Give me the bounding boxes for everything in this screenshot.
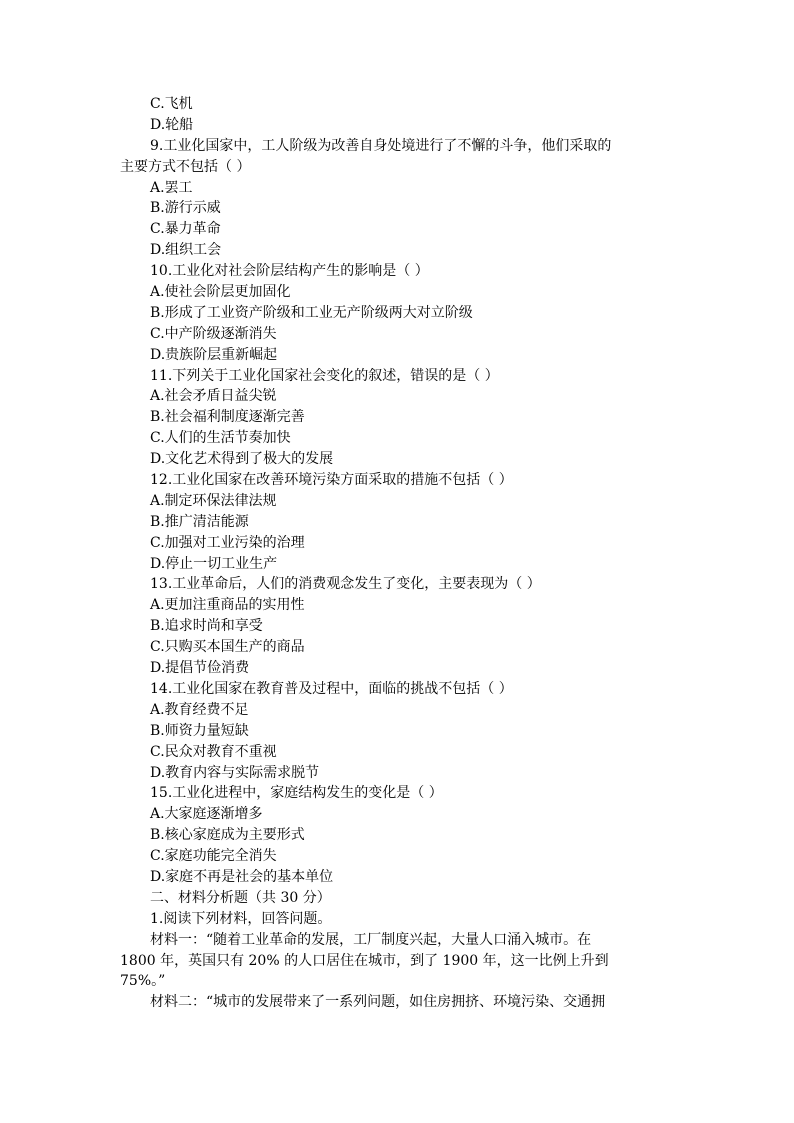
answer-option: C.暴力革命	[150, 221, 221, 238]
answer-option: B.形成了工业资产阶级和工业无产阶级两大对立阶级	[150, 304, 473, 321]
answer-option: D.文化艺术得到了极大的发展	[150, 451, 334, 468]
answer-option: C.家庭功能完全消失	[150, 848, 277, 865]
answer-option: A.教育经费不足	[150, 701, 249, 718]
answer-option: D.轮船	[150, 116, 194, 133]
answer-option: D.家庭不再是社会的基本单位	[150, 868, 334, 885]
answer-option: C.加强对工业污染的治理	[150, 534, 305, 551]
answer-option: D.教育内容与实际需求脱节	[150, 764, 320, 781]
question-line: 1.阅读下列材料，回答问题。	[150, 910, 332, 927]
question-line: 14.工业化国家在教育普及过程中，面临的挑战不包括（ ）	[150, 680, 513, 697]
answer-option: B.核心家庭成为主要形式	[150, 827, 305, 844]
document-body	[120, 94, 676, 1013]
question-line: 10.工业化对社会阶层结构产生的影响是（ ）	[150, 263, 429, 280]
question-line: 13.工业革命后，人们的消费观念发生了变化，主要表现为（ ）	[150, 576, 541, 593]
answer-option: A.社会矛盾日益尖锐	[150, 388, 277, 405]
answer-option: C.民众对教育不重视	[150, 743, 277, 760]
continuation-line: 主要方式不包括（ ）	[120, 158, 251, 175]
answer-option: C.中产阶级逐渐消失	[150, 325, 277, 342]
continuation-line: 1800 年，英国只有 20% 的人口居住在城市，到了 1900 年，这一比例上升到	[120, 952, 609, 969]
answer-option: A.使社会阶层更加固化	[150, 284, 291, 301]
material-paragraph: 材料一：“随着工业革命的发展，工厂制度兴起，大量人口涌入城市。在	[150, 931, 592, 948]
answer-option: A.大家庭逐渐增多	[150, 806, 263, 823]
question-line: 9.工业化国家中，工人阶级为改善自身处境进行了不懈的斗争，他们采取的	[150, 137, 612, 154]
answer-option: B.师资力量短缺	[150, 722, 249, 739]
question-line: 二、材料分析题（共 30 分）	[150, 889, 331, 906]
question-line: 11.下列关于工业化国家社会变化的叙述，错误的是（ ）	[150, 367, 499, 384]
answer-option: D.停止一切工业生产	[150, 555, 278, 572]
answer-option: B.追求时尚和享受	[150, 618, 263, 635]
answer-option: A.罢工	[150, 179, 193, 196]
answer-option: B.游行示威	[150, 200, 221, 217]
answer-option: D.提倡节俭消费	[150, 660, 250, 677]
answer-option: D.组织工会	[150, 242, 222, 259]
question-line: 15.工业化进程中，家庭结构发生的变化是（ ）	[150, 785, 443, 802]
answer-option: A.制定环保法律法规	[150, 492, 277, 509]
answer-option: C.只购买本国生产的商品	[150, 639, 305, 656]
answer-option: A.更加注重商品的实用性	[150, 597, 305, 614]
answer-option: B.推广清洁能源	[150, 513, 249, 530]
question-line: 12.工业化国家在改善环境污染方面采取的措施不包括（ ）	[150, 472, 513, 489]
answer-option: C.飞机	[150, 96, 193, 112]
continuation-line: 75%。”	[120, 973, 166, 990]
answer-option: C.人们的生活节奏加快	[150, 430, 291, 447]
material-paragraph: 材料二：“城市的发展带来了一系列问题，如住房拥挤、环境污染、交通拥	[150, 994, 606, 1011]
answer-option: D.贵族阶层重新崛起	[150, 346, 278, 363]
answer-option: B.社会福利制度逐渐完善	[150, 409, 305, 426]
